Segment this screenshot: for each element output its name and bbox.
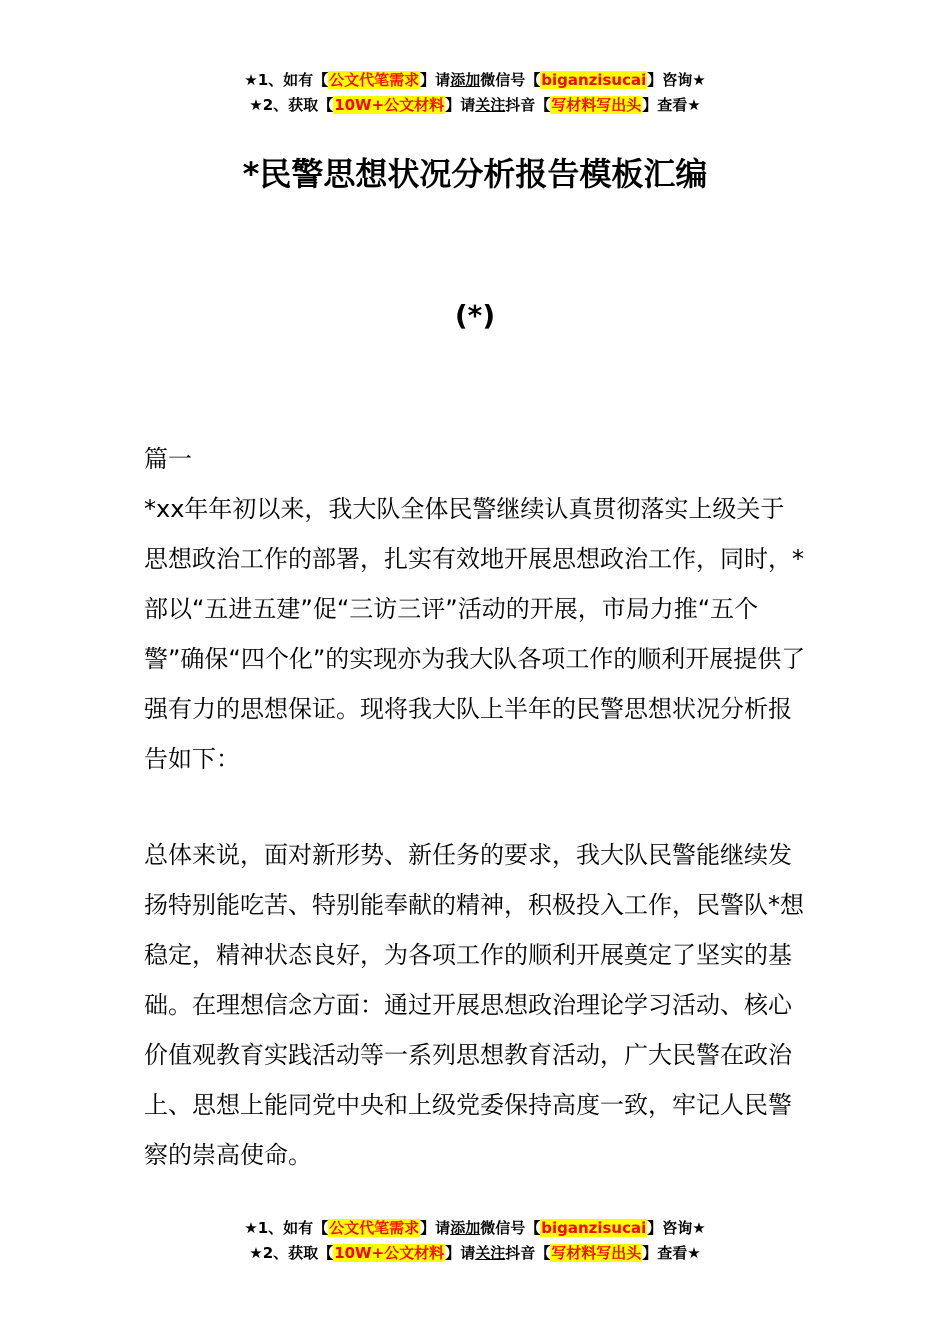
banner-text: ★2、获取【 <box>249 96 334 114</box>
paragraph-text: 总体来说，面对新形势、新任务的要求，我大队民警能继续发扬特别能吃苦、特别能奉献的精神，积极投入工作，民警队*想稳定，精神状态良好，为各项工作的顺利开展奠定了坚实的基础。在理想信念方面：通过开展思想政治理论学习活动、核心价值观教育实践活动等一系列思想教育活动，广大民警在政治上、思想上能同党中央和上级党委保持高度一致，牢记人民警察的崇高使命。 <box>144 841 804 1169</box>
banner-line-1 <box>0 68 950 93</box>
document-subtitle: (*) <box>454 299 496 332</box>
banner-text: ★1、如有【 <box>244 1219 329 1237</box>
banner-text: 微信号【 <box>480 1219 541 1237</box>
emphasis-follow: 关注 <box>475 1244 506 1262</box>
banner-text: 】请 <box>420 71 451 89</box>
banner-text: 抖音【 <box>505 1244 551 1262</box>
paragraph-2 <box>144 830 808 1180</box>
banner-text: 抖音【 <box>505 96 551 114</box>
banner-text: ★2、获取【 <box>249 1244 334 1262</box>
highlight-douyin-account: 写材料写出头 <box>551 96 642 114</box>
banner-text: 】请 <box>445 96 476 114</box>
banner-text: 】请 <box>445 1244 476 1262</box>
document-title: *民警思想状况分析报告模板汇编 <box>242 155 708 193</box>
highlight-douyin-account: 写材料写出头 <box>551 1244 642 1262</box>
banner-line-1 <box>0 1216 950 1241</box>
highlight-service: 公文代笔需求 <box>329 1219 420 1237</box>
highlight-wechat-id: biganzisucai <box>541 71 647 89</box>
banner-text: 】咨询★ <box>647 71 706 89</box>
banner-text: ★1、如有【 <box>244 71 329 89</box>
emphasis-follow: 关注 <box>475 96 506 114</box>
header-banner <box>0 68 950 118</box>
highlight-service: 公文代笔需求 <box>329 71 420 89</box>
emphasis-add: 添加 <box>450 1219 481 1237</box>
banner-text: 】请 <box>420 1219 451 1237</box>
paragraph-text: *xx年年初以来，我大队全体民警继续认真贯彻落实上级关于思想政治工作的部署，扎实有效地开展思想政治工作，同时，*部以“五进五建”促“三访三评”活动的开展，市局力推“五个警”确保“四个化”的实现亦为我大队各项工作的顺利开展提供了强有力的思想保证。现将我大队上半年的民警思想状况分析报告如下： <box>144 495 806 773</box>
paragraph-1 <box>144 484 808 784</box>
footer-banner <box>0 1216 950 1266</box>
banner-text: 】查看★ <box>642 1244 701 1262</box>
banner-text: 】咨询★ <box>647 1219 706 1237</box>
emphasis-add: 添加 <box>450 71 481 89</box>
highlight-materials: 10W+公文材料 <box>334 96 445 114</box>
section-label: 篇一 <box>144 445 192 473</box>
highlight-materials: 10W+公文材料 <box>334 1244 445 1262</box>
banner-text: 】查看★ <box>642 96 701 114</box>
banner-line-2 <box>0 93 950 118</box>
banner-text: 微信号【 <box>480 71 541 89</box>
highlight-wechat-id: biganzisucai <box>541 1219 647 1237</box>
banner-line-2 <box>0 1241 950 1266</box>
